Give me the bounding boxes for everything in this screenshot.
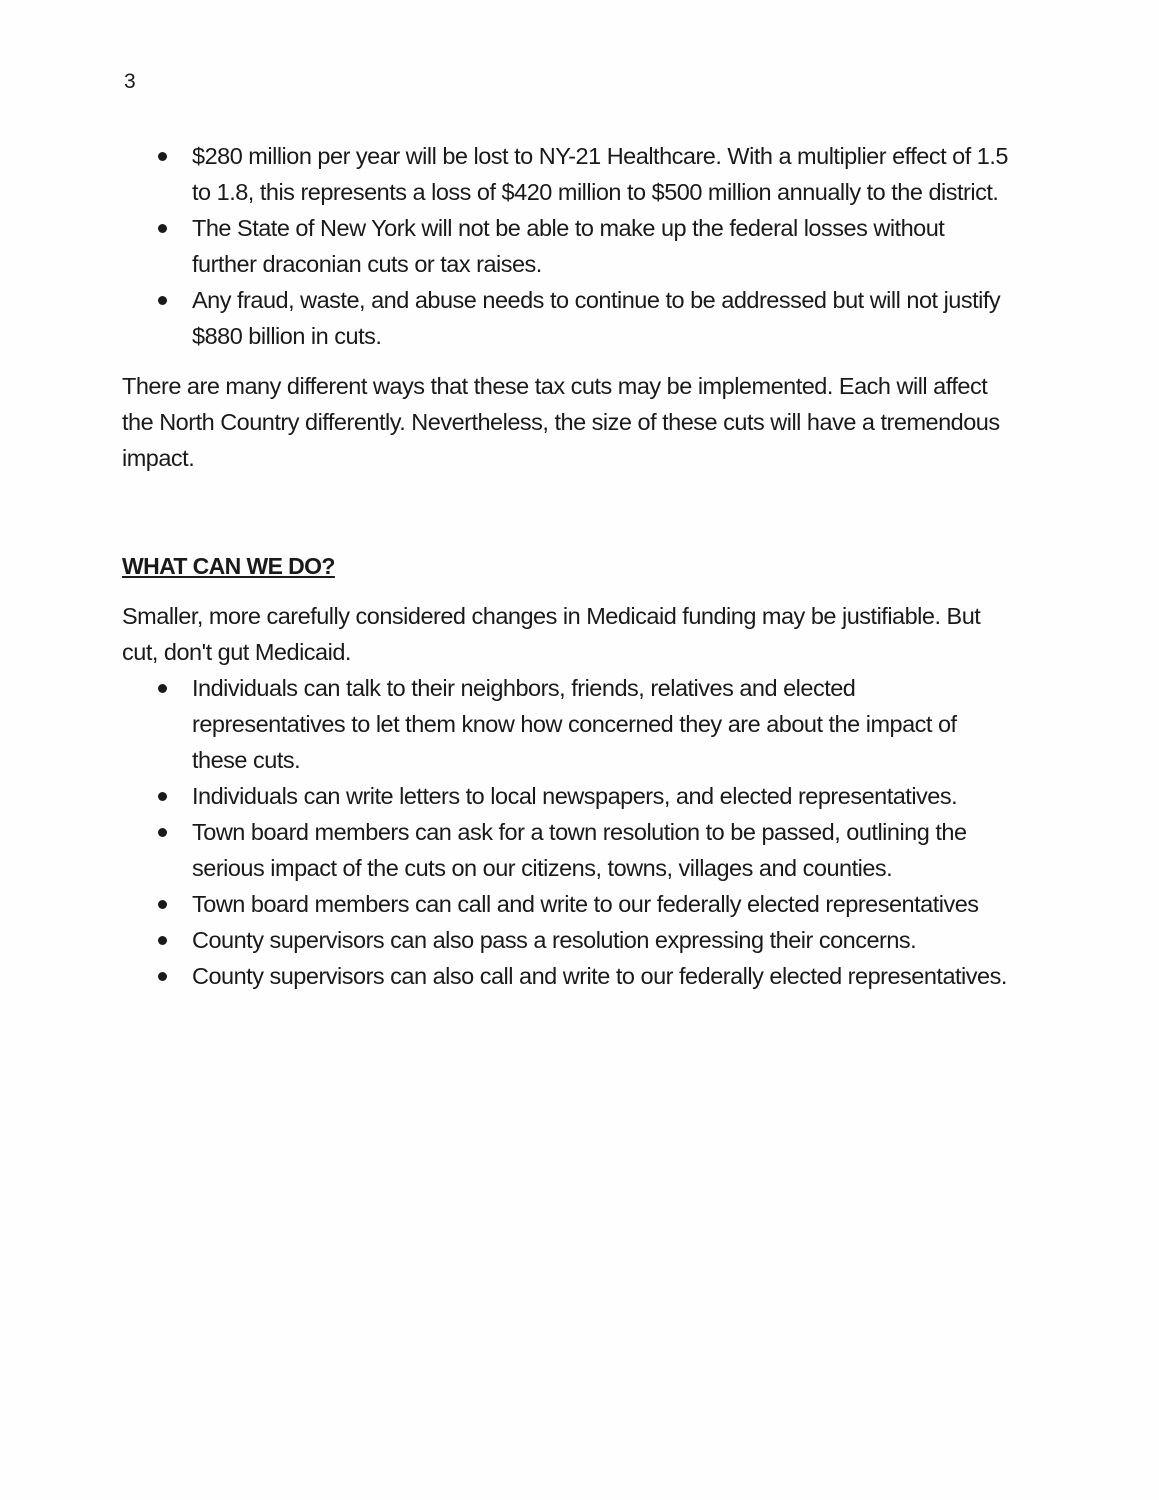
list-item-text: Any fraud, waste, and abuse needs to continue to be addressed but will not justify $880 billion in cuts. <box>192 287 1001 349</box>
list-item <box>122 138 1012 210</box>
implementation-paragraph: There are many different ways that these tax cuts may be implemented. Each will affect the North Country differently. Nevertheless, the size of these cuts will have a tremendous impact. <box>122 373 1000 471</box>
bullet-icon <box>158 224 167 233</box>
list-item-text: Town board members can call and write to our federally elected representatives <box>192 891 979 917</box>
bullet-icon <box>158 900 167 909</box>
list-item <box>122 958 1012 994</box>
bullet-icon <box>158 152 167 161</box>
medicaid-paragraph: Smaller, more carefully considered changes in Medicaid funding may be justifiable. But cut, don't gut Medicaid. <box>122 603 981 665</box>
section-heading: WHAT CAN WE DO? <box>122 553 335 579</box>
list-item <box>122 778 1012 814</box>
actions-bullet-list <box>122 670 1012 994</box>
bullet-icon <box>158 936 167 945</box>
list-item-text: County supervisors can also call and write to our federally elected representatives. <box>192 963 1007 989</box>
list-item <box>122 210 1012 282</box>
list-item-text: County supervisors can also pass a resolution expressing their concerns. <box>192 927 917 953</box>
bullet-icon <box>158 828 167 837</box>
bullet-icon <box>158 296 167 305</box>
list-item <box>122 886 1012 922</box>
list-item <box>122 670 1012 778</box>
list-item <box>122 814 1012 886</box>
bullet-icon <box>158 684 167 693</box>
list-item <box>122 922 1012 958</box>
bullet-icon <box>158 972 167 981</box>
bullet-icon <box>158 792 167 801</box>
list-item <box>122 282 1012 354</box>
impact-bullet-list <box>122 138 1012 354</box>
list-item-text: Individuals can write letters to local newspapers, and elected representatives. <box>192 783 958 809</box>
page-number: 3 <box>124 70 136 93</box>
list-item-text: Individuals can talk to their neighbors, friends, relatives and elected representatives to let them know how concerned they are about the impact of these cuts. <box>192 675 957 773</box>
list-item-text: The State of New York will not be able to make up the federal losses without further draconian cuts or tax raises. <box>192 215 945 277</box>
list-item-text: Town board members can ask for a town resolution to be passed, outlining the serious impact of the cuts on our citizens, towns, villages and counties. <box>192 819 967 881</box>
document-body <box>122 138 1012 994</box>
list-item-text: $280 million per year will be lost to NY-21 Healthcare. With a multiplier effect of 1.5 to 1.8, this represents a loss of $420 million to $500 million annually to the district. <box>192 143 1008 205</box>
